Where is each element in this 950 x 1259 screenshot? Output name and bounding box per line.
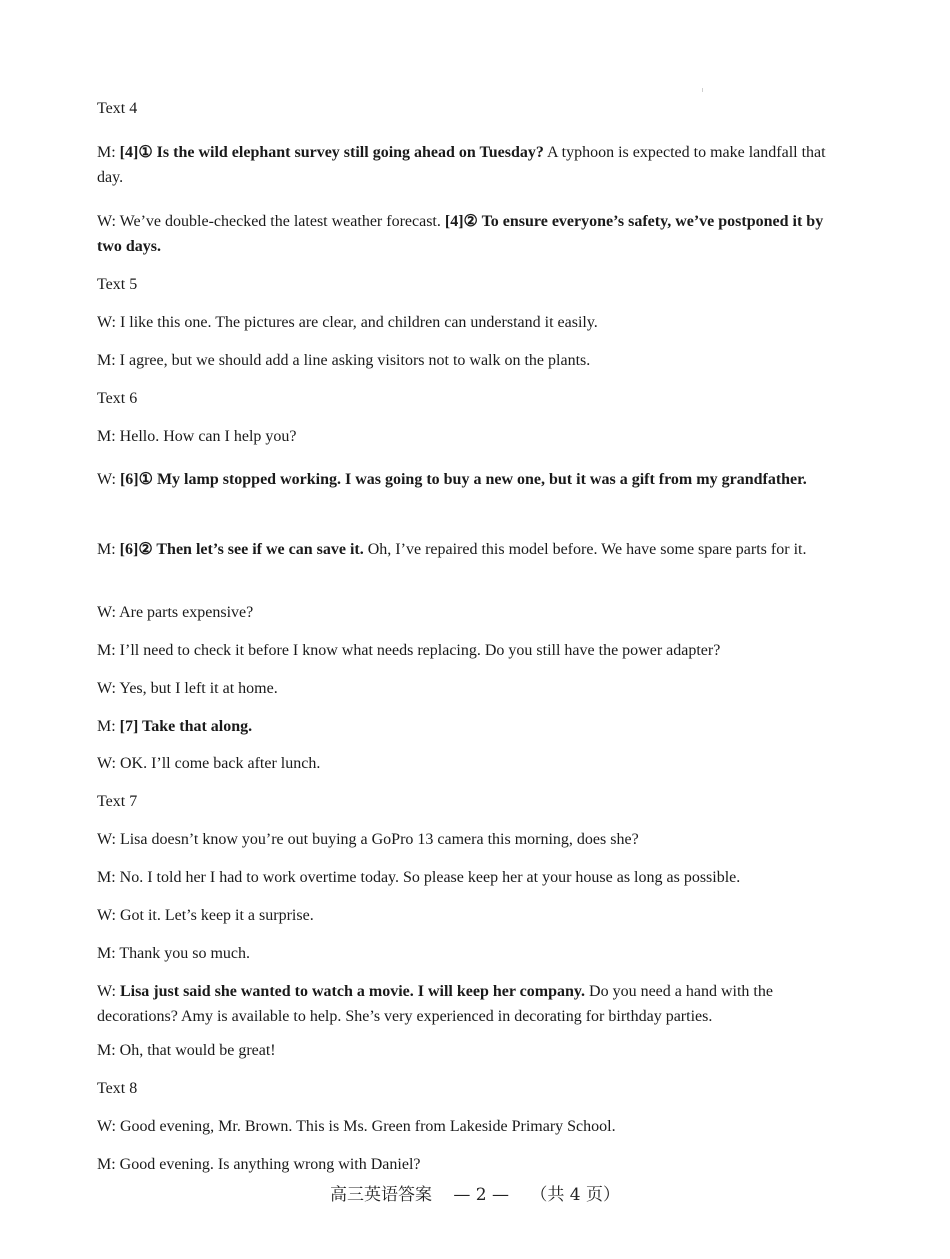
dialogue-text: Hello. How can I help you? [115,428,297,445]
dialogue-text: Thank you so much. [115,945,251,962]
dialogue-text: Yes, but I left it at home. [115,680,278,697]
footer-title: 高三英语答案 [329,1185,432,1205]
section-heading: Text 8 [97,1080,138,1097]
dialogue-text: I agree, but we should add a line asking visitors not to walk on the plants. [115,352,591,369]
dialogue-line [97,941,842,966]
dialogue-text: I’ll need to check it before I know what needs replacing. Do you still have the power adapter? [115,642,721,659]
footer-page-total: （共 4 页） [530,1185,621,1205]
dialogue-text: OK. I’ll come back after lunch. [115,755,321,772]
dialogue-line [97,827,842,852]
section-heading: Text 7 [97,793,138,810]
speaker-label: W: [97,983,116,1000]
dialogue-line [97,979,842,1029]
dialogue-text: Good evening, Mr. Brown. This is Ms. Green from Lakeside Primary School. [115,1118,616,1135]
dialogue-text: We’ve double-checked the latest weather forecast. [115,213,445,230]
speaker-label: M: [97,945,116,962]
answer-highlight: [7] Take that along. [119,718,253,735]
speaker-label: W: [97,604,116,621]
dialogue-line [97,751,842,776]
dialogue-text: Oh, I’ve repaired this model before. We have some spare parts for it. [363,541,807,558]
answer-highlight: [6]① My lamp stopped working. I was going to buy a new one, but it was a gift from my grandfather. [119,471,807,488]
section-heading: Text 4 [97,100,138,117]
speaker-label: W: [97,1118,116,1135]
speaker-label: M: [97,144,116,161]
dialogue-line [97,1114,842,1139]
answer-highlight: Lisa just said she wanted to watch a movie. I will keep her company. [119,983,586,1000]
scan-speck [702,88,703,92]
speaker-label: W: [97,831,116,848]
dialogue-line [97,1152,842,1177]
speaker-label: M: [97,428,116,445]
footer-page-number: — 2 — [453,1185,509,1205]
dialogue-text: Lisa doesn’t know you’re out buying a GoPro 13 camera this morning, does she? [115,831,639,848]
answer-highlight: [4]① Is the wild elephant survey still going ahead on Tuesday? [119,144,544,161]
speaker-label: W: [97,314,116,331]
speaker-label: M: [97,1042,116,1059]
dialogue-line [97,348,842,373]
speaker-label: M: [97,541,116,558]
dialogue-text: A typhoon is expected to make landfall that day. [97,144,826,186]
dialogue-line [97,467,842,492]
dialogue-line [97,600,842,625]
section-heading: Text 5 [97,276,138,293]
speaker-label: M: [97,642,116,659]
dialogue-line [97,903,842,928]
answer-highlight: [4]② To ensure everyone’s safety, we’ve postponed it by two days. [97,213,824,255]
answer-highlight: [6]② Then let’s see if we can save it. [119,541,364,558]
dialogue-text: No. I told her I had to work overtime today. So please keep her at your house as long as possible. [115,869,741,886]
speaker-label: M: [97,352,116,369]
dialogue-text: Oh, that would be great! [115,1042,276,1059]
dialogue-text: Good evening. Is anything wrong with Daniel? [115,1156,421,1173]
dialogue-text: Are parts expensive? [115,604,254,621]
speaker-label: W: [97,755,116,772]
speaker-label: W: [97,213,116,230]
dialogue-text: Do you need a hand with the decorations? Amy is available to help. She’s very experienced in decorating for birthday parties. [97,983,773,1025]
speaker-label: M: [97,1156,116,1173]
speaker-label: W: [97,680,116,697]
speaker-label: W: [97,907,116,924]
dialogue-line [97,310,842,335]
speaker-label: M: [97,718,116,735]
speaker-label: W: [97,471,116,488]
dialogue-line [97,1038,842,1063]
speaker-label: M: [97,869,116,886]
dialogue-line [97,140,842,190]
dialogue-text: I like this one. The pictures are clear, and children can understand it easily. [115,314,598,331]
dialogue-line [97,638,842,663]
dialogue-line [97,209,842,259]
dialogue-line [97,537,842,562]
dialogue-text: Got it. Let’s keep it a surprise. [115,907,314,924]
dialogue-line [97,714,842,739]
page-footer [0,1184,950,1206]
dialogue-line [97,865,842,890]
section-heading: Text 6 [97,390,138,407]
dialogue-line [97,424,842,449]
dialogue-line [97,676,842,701]
